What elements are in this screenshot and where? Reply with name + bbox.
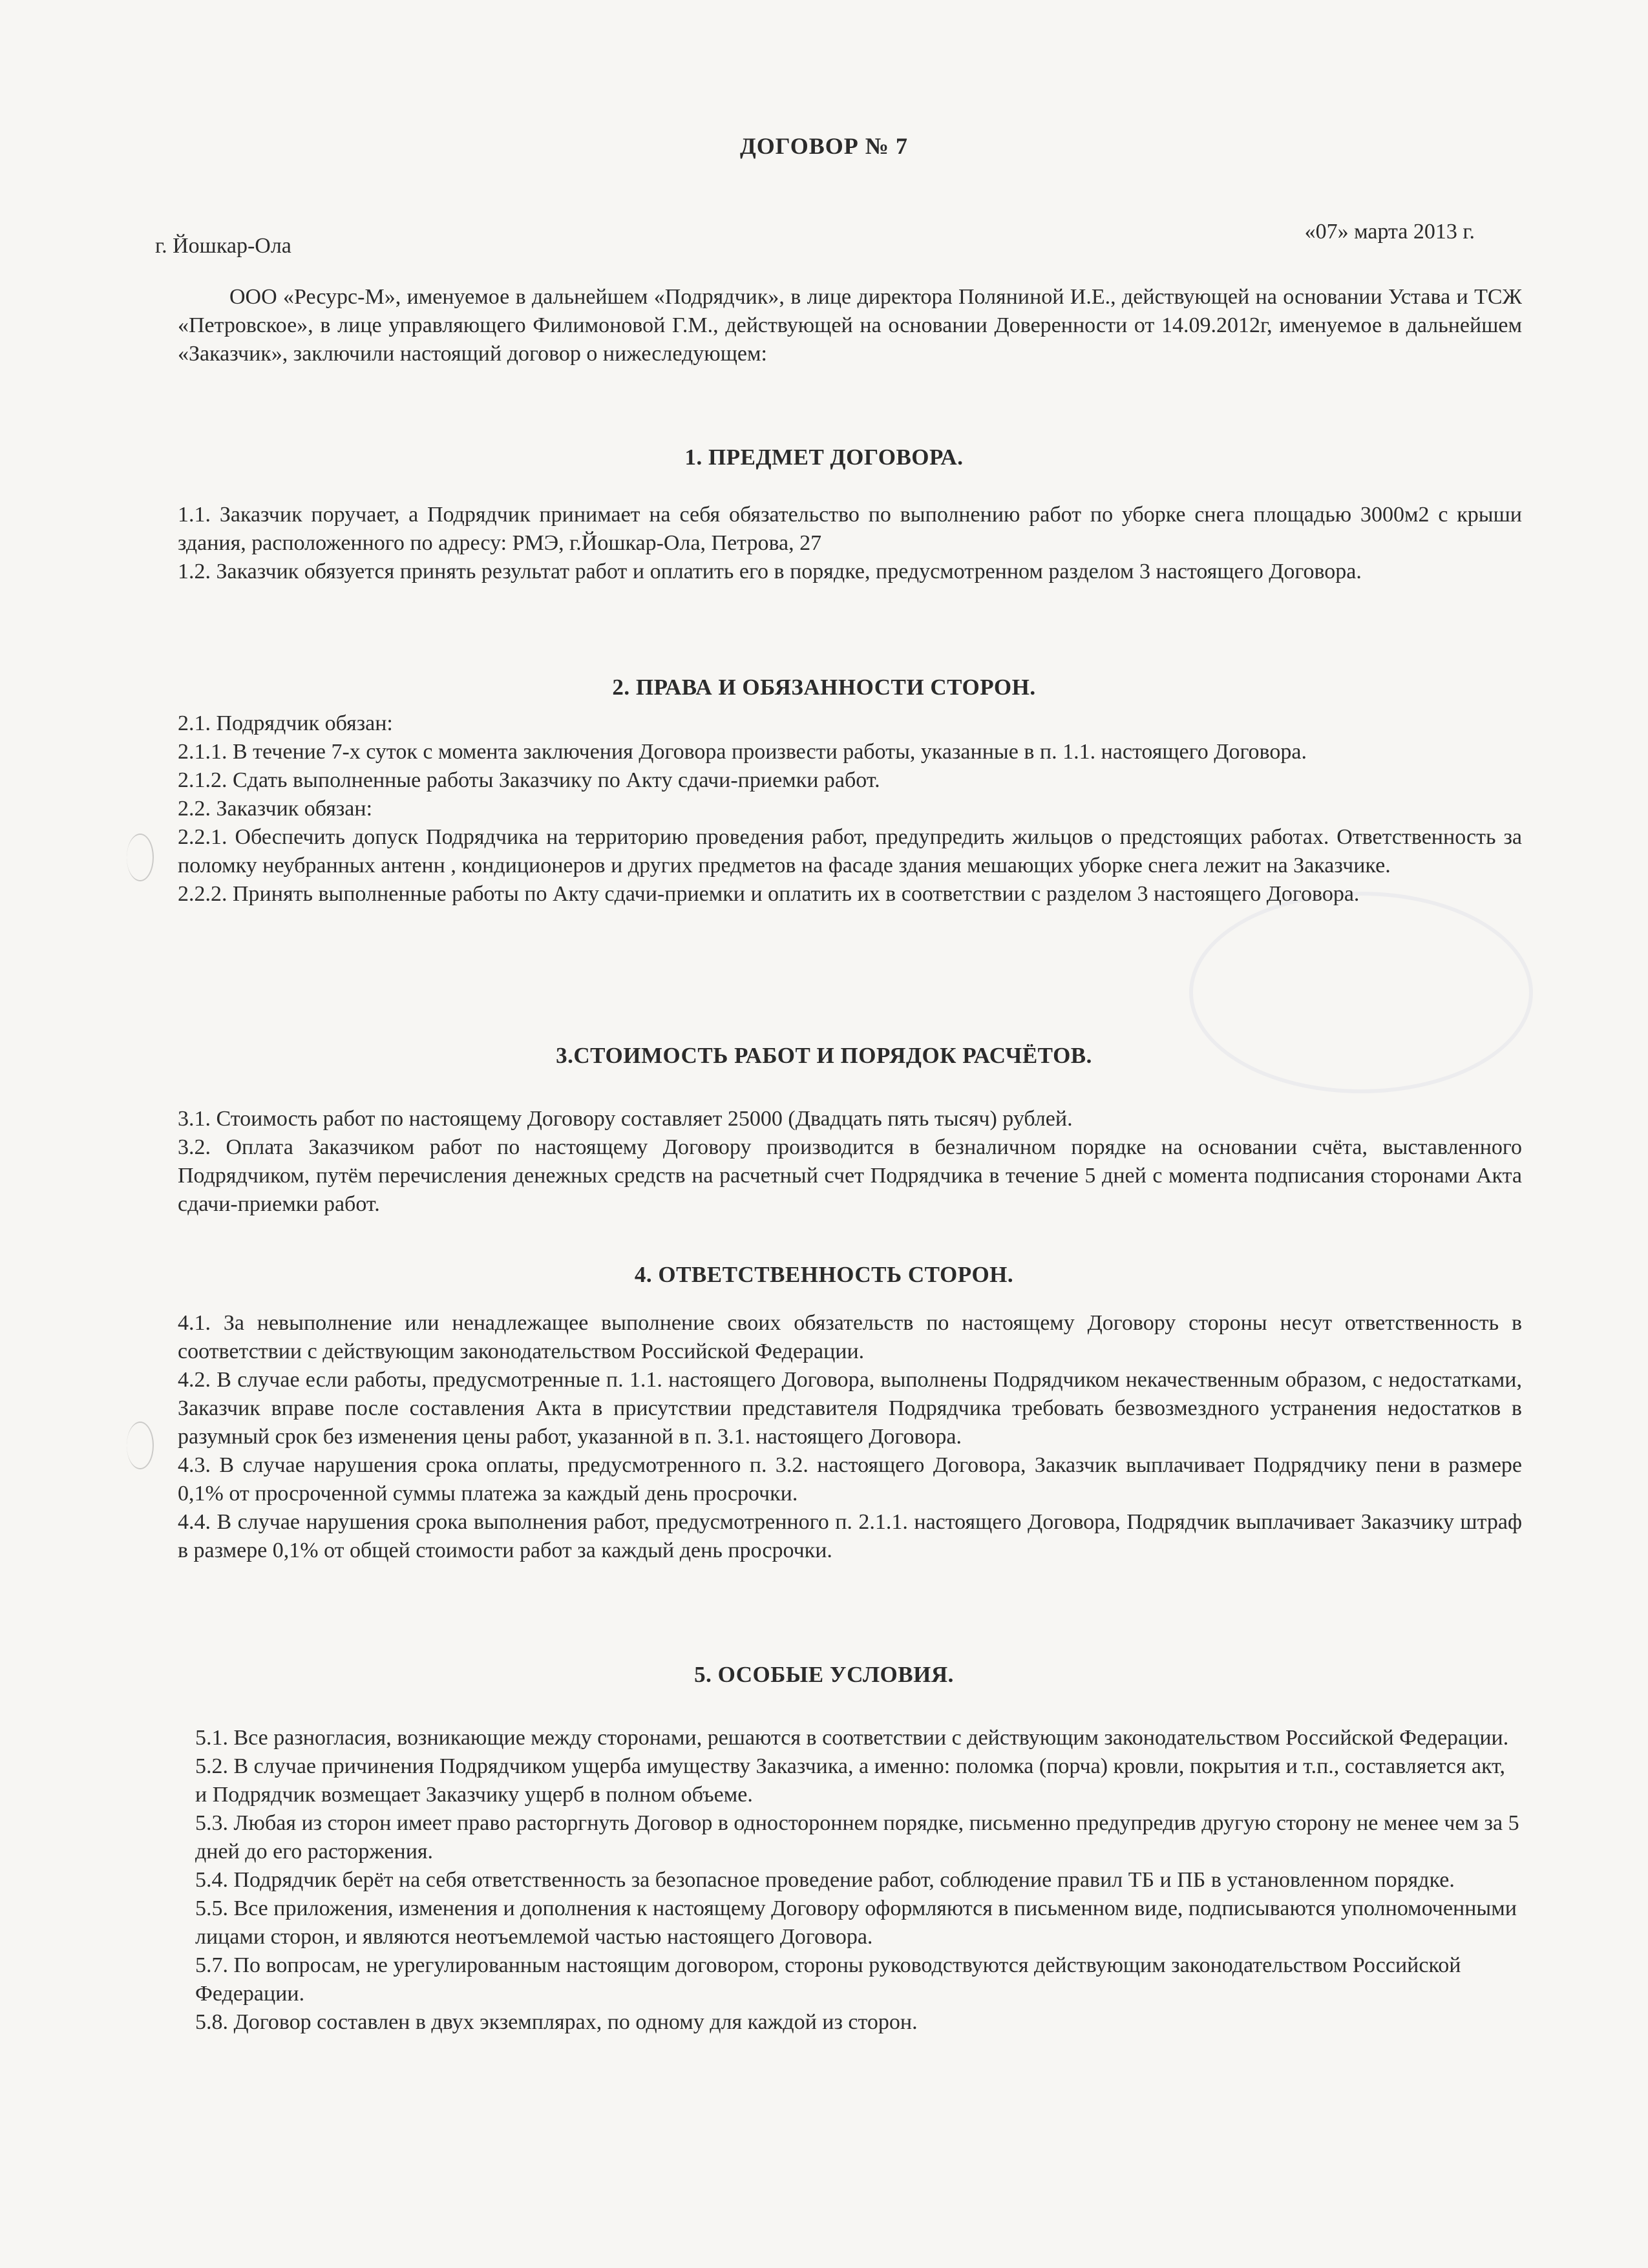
clause-3-2: 3.2. Оплата Заказчиком работ по настоящему Договору производится в безналичном порядке на основании счёта, выставленного Подрядчиком, путём перечисления денежных средств на расчетный счет Подрядчика в течение 5 дней с момента подписания сторонами Акта сдачи-приемки работ.	[178, 1135, 1522, 1216]
clause-2-2-2: 2.2.2. Принять выполненные работы по Акту сдачи-приемки и оплатить их в соответствии с разделом 3 настоящего Договора.	[178, 882, 1360, 906]
clause-4-2: 4.2. В случае если работы, предусмотренные п. 1.1. настоящего Договора, выполнены Подрядчиком некачественным образом, с недостатками, Заказчик вправе после составления Акта в присутствии представителя Подрядчика требовать безвозмездного устранения недостатков в разумный срок без изменения цены работ, указанной в п. 3.1. настоящего Договора.	[178, 1368, 1522, 1449]
document-city: г. Йошкар-Ола	[155, 234, 291, 258]
section-2-body	[178, 709, 1522, 908]
section-5-body	[195, 1724, 1520, 2037]
clause-5-1: 5.1. Все разногласия, возникающие между сторонами, решаются в соответствии с действующим законодательством Российской Федерации.	[195, 1726, 1509, 1750]
section-5-heading: 5. ОСОБЫЕ УСЛОВИЯ.	[694, 1662, 954, 1687]
section-1-heading: 1. ПРЕДМЕТ ДОГОВОРА.	[684, 445, 964, 470]
clause-1-2: 1.2. Заказчик обязуется принять результат работ и оплатить его в порядке, предусмотренном разделом 3 настоящего Договора.	[178, 560, 1362, 583]
clause-5-4: 5.4. Подрядчик берёт на себя ответственность за безопасное проведение работ, соблюдение правил ТБ и ПБ в установленном порядке.	[195, 1868, 1455, 1892]
clause-5-3: 5.3. Любая из сторон имеет право расторгнуть Договор в одностороннем порядке, письменно предупредив другую сторону не менее чем за 5 дней до его расторжения.	[195, 1811, 1519, 1864]
clause-5-2: 5.2. В случае причинения Подрядчиком ущерба имуществу Заказчика, а именно: поломка (порча) кровли, покрытия и т.п., составляется акт, и Подрядчик возмещает Заказчику ущерб в полном объеме.	[195, 1754, 1505, 1807]
clause-4-1: 4.1. За невыполнение или ненадлежащее выполнение своих обязательств по настоящему Договору стороны несут ответственность в соответствии с действующим законодательством Российской Федерации.	[178, 1311, 1522, 1363]
document-title: ДОГОВОР № 7	[740, 133, 908, 159]
clause-4-3: 4.3. В случае нарушения срока оплаты, предусмотренного п. 3.2. настоящего Договора, Заказчик выплачивает Подрядчику пени в размере 0,1% от просроченной суммы платежа за каждый день просрочки.	[178, 1453, 1522, 1506]
clause-5-8: 5.8. Договор составлен в двух экземплярах, по одному для каждой из сторон.	[195, 2010, 918, 2034]
punch-hole-mark	[127, 1422, 154, 1469]
clause-2-1-1: 2.1.1. В течение 7-х суток с момента заключения Договора произвести работы, указанные в п. 1.1. настоящего Договора.	[178, 740, 1307, 764]
section-4-heading: 4. ОТВЕТСТВЕННОСТЬ СТОРОН.	[634, 1262, 1014, 1287]
clause-2-2-1: 2.2.1. Обеспечить допуск Подрядчика на территорию проведения работ, предупредить жильцов о предстоящих работах. Ответственность за поломку неубранных антенн , кондиционеров и других предметов на фасаде здания мешающих уборке снега лежит на Заказчике.	[178, 825, 1522, 877]
section-2-heading: 2. ПРАВА И ОБЯЗАННОСТИ СТОРОН.	[612, 675, 1036, 700]
section-4-body	[178, 1309, 1522, 1565]
clause-5-5: 5.5. Все приложения, изменения и дополнения к настоящему Договору оформляются в письменном виде, подписываются уполномоченными лицами сторон, и являются неотъемлемой частью настоящего Договора.	[195, 1896, 1517, 1949]
clause-3-1: 3.1. Стоимость работ по настоящему Договору составляет 25000 (Двадцать пять тысяч) рублей.	[178, 1107, 1073, 1131]
clause-2-2: 2.2. Заказчик обязан:	[178, 797, 373, 821]
clause-2-1: 2.1. Подрядчик обязан:	[178, 711, 393, 735]
clause-1-1: 1.1. Заказчик поручает, а Подрядчик принимает на себя обязательство по выполнению работ по уборке снега площадью 3000м2 с крыши здания, расположенного по адресу: РМЭ, г.Йошкар-Ола, Петрова, 27	[178, 503, 1522, 555]
section-3-body	[178, 1105, 1522, 1219]
intro-text: ООО «Ресурс-М», именуемое в дальнейшем «Подрядчик», в лице директора Поляниной И.Е., действующей на основании Устава и ТСЖ «Петровское», в лице управляющего Филимоновой Г.М., действующей на основании Доверенности от 14.09.2012г, именуемое в дальнейшем «Заказчик», заключили настоящий договор о нижеследующем:	[178, 285, 1522, 366]
document-date: «07» марта 2013 г.	[1304, 220, 1475, 244]
clause-2-1-2: 2.1.2. Сдать выполненные работы Заказчику по Акту сдачи-приемки работ.	[178, 768, 880, 792]
punch-hole-mark	[127, 834, 154, 881]
clause-5-7: 5.7. По вопросам, не урегулированным настоящим договором, стороны руководствуются действующим законодательством Российской Федерации.	[195, 1953, 1461, 2006]
intro-paragraph	[178, 283, 1522, 368]
section-1-body	[178, 501, 1522, 586]
clause-4-4: 4.4. В случае нарушения срока выполнения работ, предусмотренного п. 2.1.1. настоящего Договора, Подрядчик выплачивает Заказчику штраф в размере 0,1% от общей стоимости работ за каждый день просрочки.	[178, 1510, 1522, 1562]
section-3-heading: 3.СТОИМОСТЬ РАБОТ И ПОРЯДОК РАСЧЁТОВ.	[556, 1043, 1092, 1068]
